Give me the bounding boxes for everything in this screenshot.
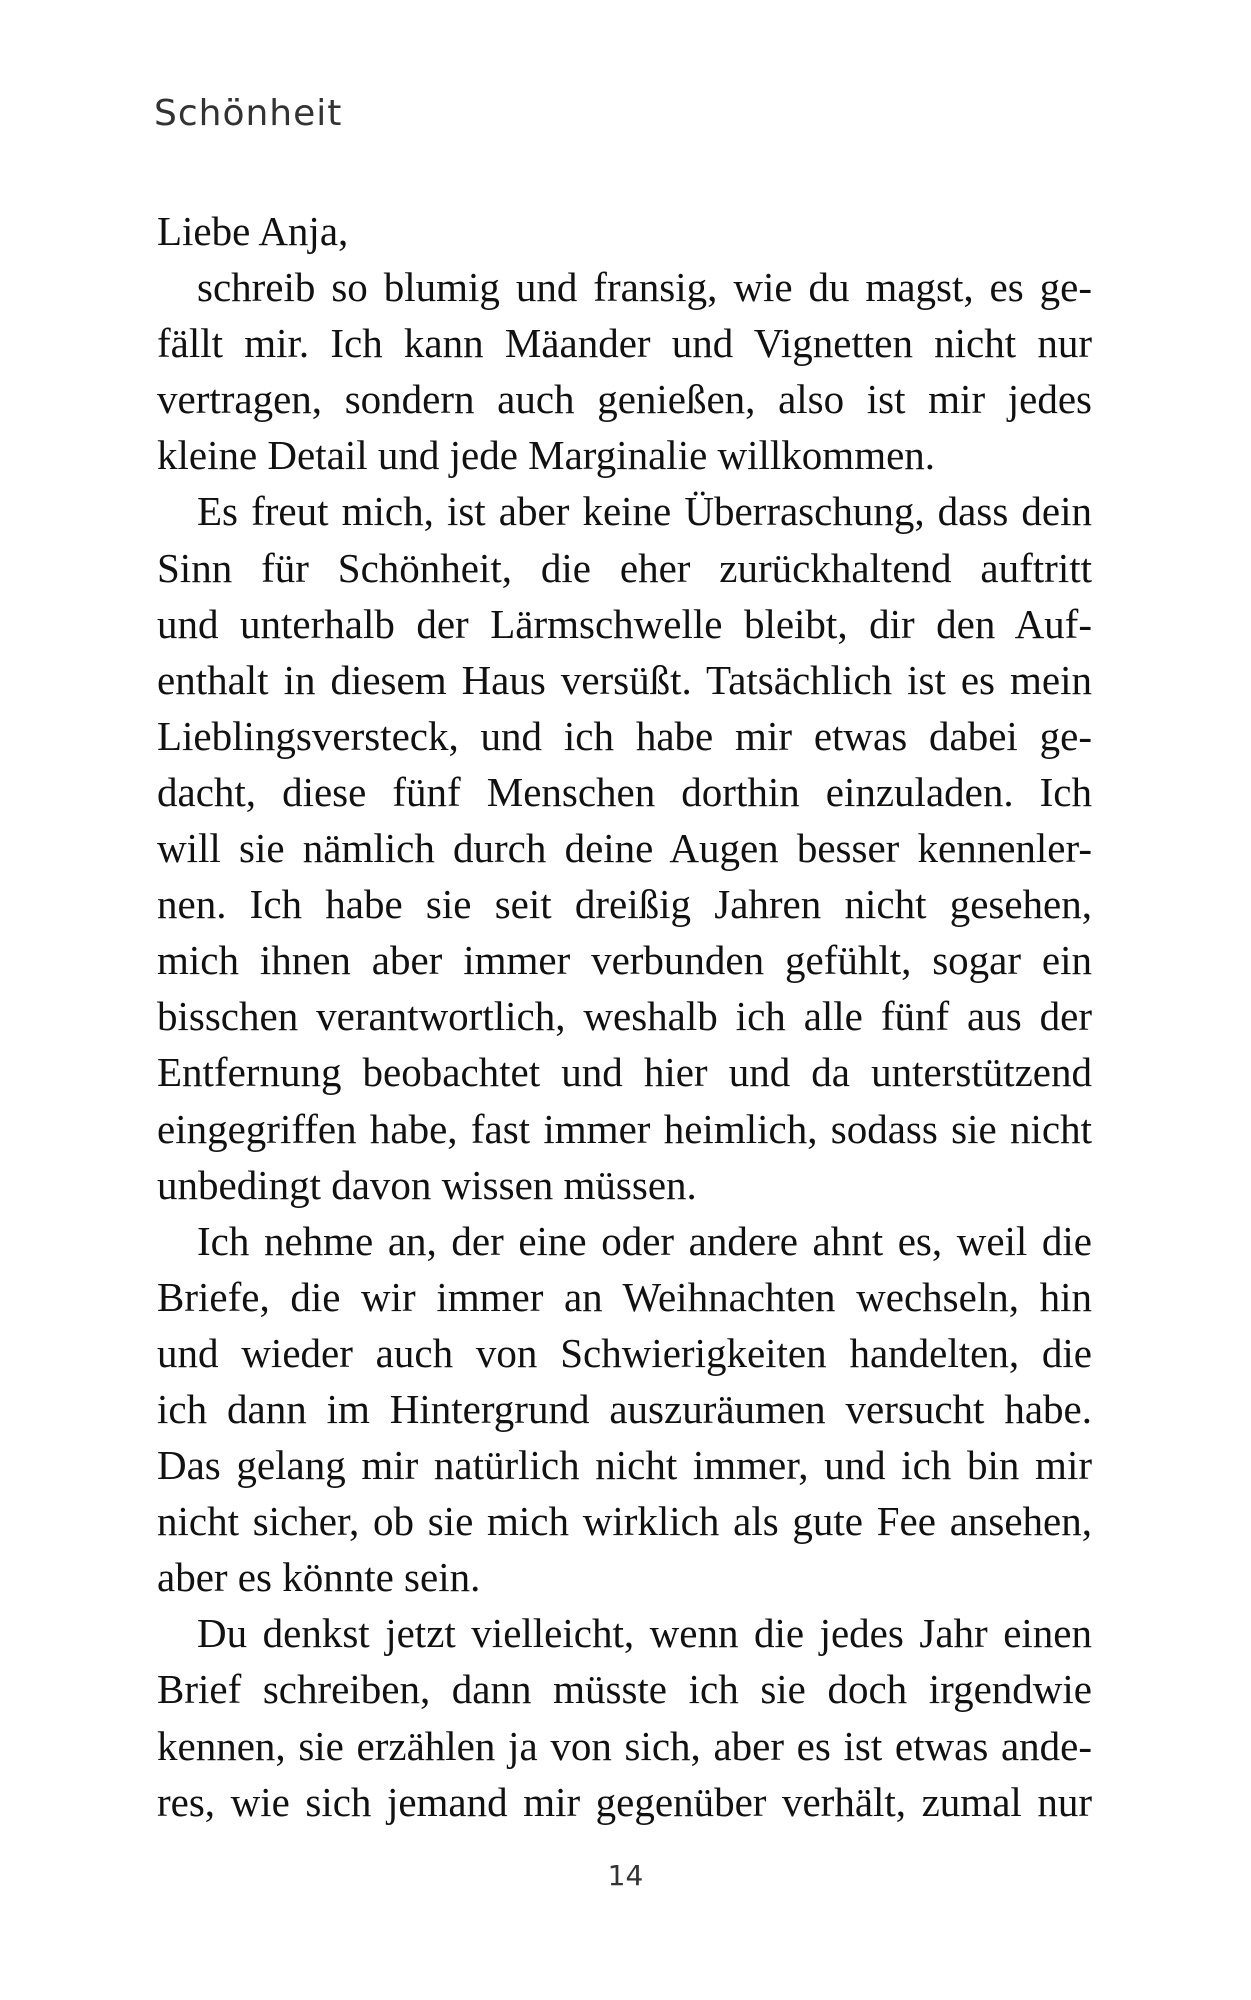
text-line: unbedingt davon wissen müssen. [157, 1161, 697, 1208]
text-line: will sie nämlich durch deine Augen besser kennenler- [157, 825, 1092, 872]
letter-body [157, 203, 1092, 1830]
text-line: Brief schreiben, dann müsste ich sie doch irgendwie [157, 1666, 1092, 1713]
text-line: kleine Detail und jede Marginalie willkommen. [157, 432, 936, 479]
text-line: Briefe, die wir immer an Weihnachten wechseln, hin [157, 1273, 1092, 1320]
text-line: schreib so blumig und fransig, wie du magst, es ge- [197, 264, 1092, 311]
salutation: Liebe Anja, [157, 208, 349, 254]
text-line: Sinn für Schönheit, die eher zurückhaltend auftritt [157, 544, 1092, 591]
text-line: dacht, diese fünf Menschen dorthin einzuladen. Ich [157, 768, 1092, 815]
text-line: eingegriffen habe, fast immer heimlich, sodass sie nicht [157, 1105, 1092, 1152]
text-line: und unterhalb der Lärmschwelle bleibt, dir den Auf- [157, 600, 1092, 647]
text-line: Lieblingsversteck, und ich habe mir etwas dabei ge- [157, 712, 1092, 759]
text-line: vertragen, sondern auch genießen, also ist mir jedes [157, 376, 1092, 423]
chapter-title: Schönheit [154, 93, 343, 134]
text-line: und wieder auch von Schwierigkeiten handelten, die [157, 1329, 1092, 1376]
text-line: Entfernung beobachtet und hier und da unterstützend [157, 1049, 1092, 1096]
text-line: Es freut mich, ist aber keine Überraschung, dass dein [197, 488, 1092, 535]
page-number: 14 [607, 1859, 644, 1892]
text-line: enthalt in diesem Haus versüßt. Tatsächlich ist es mein [157, 656, 1092, 703]
text-line: res, wie sich jemand mir gegenüber verhält, zumal nur [157, 1778, 1092, 1825]
text-line: bisschen verantwortlich, weshalb ich alle fünf aus der [157, 993, 1092, 1040]
text-line: kennen, sie erzählen ja von sich, aber es ist etwas ande- [157, 1722, 1092, 1769]
text-line: Ich nehme an, der eine oder andere ahnt es, weil die [197, 1217, 1092, 1264]
text-line: ich dann im Hintergrund auszuräumen versucht habe. [157, 1385, 1092, 1432]
text-line: mich ihnen aber immer verbunden gefühlt, sogar ein [157, 937, 1092, 984]
text-line: Das gelang mir natürlich nicht immer, und ich bin mir [157, 1442, 1092, 1489]
text-line: nen. Ich habe sie seit dreißig Jahren nicht gesehen, [157, 881, 1092, 928]
text-line: aber es könnte sein. [157, 1554, 481, 1601]
text-line: nicht sicher, ob sie mich wirklich als gute Fee ansehen, [157, 1498, 1092, 1545]
text-line: fällt mir. Ich kann Mäander und Vignetten nicht nur [157, 320, 1092, 367]
text-line: Du denkst jetzt vielleicht, wenn die jedes Jahr einen [197, 1610, 1092, 1657]
